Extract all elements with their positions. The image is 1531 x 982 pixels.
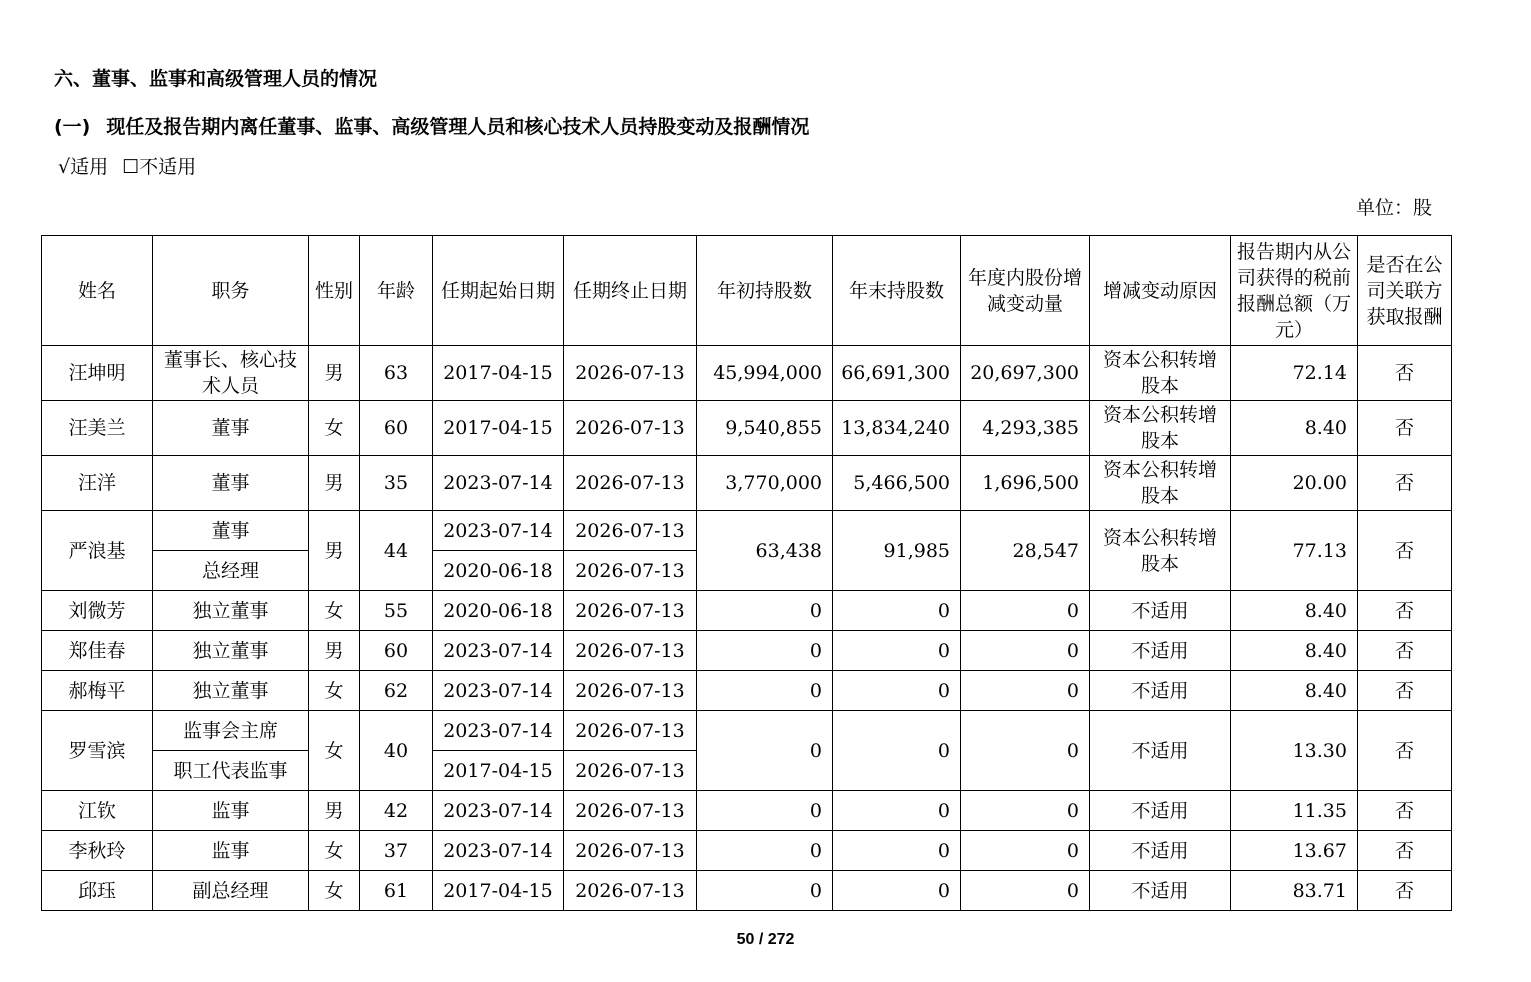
cell-term-end: 2026-07-13 (564, 401, 697, 456)
table-row (42, 401, 1452, 456)
cell-name: 罗雪滨 (42, 711, 153, 791)
cell-change-reason: 不适用 (1090, 711, 1231, 791)
cell-term-end: 2026-07-13 (564, 456, 697, 511)
cell-share-change: 0 (961, 591, 1090, 631)
cell-change-reason: 资本公积转增股本 (1090, 511, 1231, 591)
cell-position: 董事 (153, 401, 309, 456)
subsection-number: (一) (54, 116, 91, 138)
cell-shares-begin: 0 (697, 791, 833, 831)
applicability-options (58, 154, 196, 180)
table-row (42, 871, 1452, 911)
table-row (42, 831, 1452, 871)
cell-related-party-pay: 否 (1358, 511, 1452, 591)
cell-gender: 女 (309, 671, 360, 711)
header-age: 年龄 (360, 236, 433, 346)
cell-position: 监事 (153, 831, 309, 871)
cell-name: 汪美兰 (42, 401, 153, 456)
cell-shares-end: 0 (833, 631, 961, 671)
cell-share-change: 0 (961, 631, 1090, 671)
cell-term-end: 2026-07-13 (564, 346, 697, 401)
header-related-party-pay: 是否在公司关联方获取报酬 (1358, 236, 1452, 346)
cell-change-reason: 不适用 (1090, 631, 1231, 671)
header-gender: 性别 (309, 236, 360, 346)
cell-related-party-pay: 否 (1358, 871, 1452, 911)
cell-shares-begin: 9,540,855 (697, 401, 833, 456)
cell-related-party-pay: 否 (1358, 346, 1452, 401)
cell-term-start: 2023-07-14 (433, 456, 564, 511)
cell-share-change: 28,547 (961, 511, 1090, 591)
cell-position-secondary: 总经理 (153, 551, 309, 591)
cell-shares-begin: 63,438 (697, 511, 833, 591)
cell-position: 监事会主席 (153, 711, 309, 751)
cell-age: 35 (360, 456, 433, 511)
cell-pretax-pay: 72.14 (1231, 346, 1358, 401)
header-change-reason: 增减变动原因 (1090, 236, 1231, 346)
cell-pretax-pay: 8.40 (1231, 401, 1358, 456)
cell-term-end: 2026-07-13 (564, 871, 697, 911)
cell-gender: 男 (309, 456, 360, 511)
cell-change-reason: 资本公积转增股本 (1090, 346, 1231, 401)
cell-shares-begin: 0 (697, 591, 833, 631)
cell-gender: 女 (309, 831, 360, 871)
section-title: 六、董事、监事和高级管理人员的情况 (54, 68, 378, 90)
cell-related-party-pay: 否 (1358, 631, 1452, 671)
cell-term-start: 2023-07-14 (433, 511, 564, 551)
cell-share-change: 4,293,385 (961, 401, 1090, 456)
cell-shares-end: 5,466,500 (833, 456, 961, 511)
cell-name: 刘微芳 (42, 591, 153, 631)
cell-term-end: 2026-07-13 (564, 791, 697, 831)
cell-pretax-pay: 20.00 (1231, 456, 1358, 511)
cell-position: 副总经理 (153, 871, 309, 911)
table-row (42, 711, 1452, 751)
cell-shares-end: 0 (833, 591, 961, 631)
cell-pretax-pay: 83.71 (1231, 871, 1358, 911)
cell-change-reason: 不适用 (1090, 871, 1231, 911)
cell-term-start: 2023-07-14 (433, 791, 564, 831)
cell-shares-begin: 0 (697, 831, 833, 871)
cell-name: 严浪基 (42, 511, 153, 591)
cell-pretax-pay: 8.40 (1231, 631, 1358, 671)
cell-age: 60 (360, 631, 433, 671)
cell-gender: 女 (309, 401, 360, 456)
header-shares-begin: 年初持股数 (697, 236, 833, 346)
cell-change-reason: 不适用 (1090, 791, 1231, 831)
cell-share-change: 20,697,300 (961, 346, 1090, 401)
cell-related-party-pay: 否 (1358, 831, 1452, 871)
table-row (42, 346, 1452, 401)
unit-label: 单位：股 (1356, 197, 1433, 219)
cell-term-end: 2026-07-13 (564, 591, 697, 631)
cell-shares-end: 0 (833, 671, 961, 711)
cell-term-start-secondary: 2017-04-15 (433, 751, 564, 791)
cell-shares-end: 91,985 (833, 511, 961, 591)
cell-term-end: 2026-07-13 (564, 671, 697, 711)
cell-term-start: 2023-07-14 (433, 831, 564, 871)
cell-related-party-pay: 否 (1358, 711, 1452, 791)
cell-term-start: 2020-06-18 (433, 591, 564, 631)
cell-change-reason: 不适用 (1090, 591, 1231, 631)
cell-shares-begin: 0 (697, 871, 833, 911)
cell-name: 邱珏 (42, 871, 153, 911)
cell-age: 37 (360, 831, 433, 871)
cell-shares-end: 0 (833, 711, 961, 791)
cell-name: 江钦 (42, 791, 153, 831)
cell-age: 55 (360, 591, 433, 631)
cell-gender: 男 (309, 631, 360, 671)
cell-term-end: 2026-07-13 (564, 711, 697, 751)
cell-position: 监事 (153, 791, 309, 831)
header-share-change: 年度内股份增减变动量 (961, 236, 1090, 346)
cell-pretax-pay: 8.40 (1231, 671, 1358, 711)
cell-name: 汪洋 (42, 456, 153, 511)
header-name: 姓名 (42, 236, 153, 346)
cell-share-change: 1,696,500 (961, 456, 1090, 511)
cell-shares-end: 0 (833, 831, 961, 871)
cell-gender: 女 (309, 871, 360, 911)
cell-change-reason: 不适用 (1090, 831, 1231, 871)
subsection-text: 现任及报告期内离任董事、监事、高级管理人员和核心技术人员持股变动及报酬情况 (106, 116, 810, 138)
cell-age: 62 (360, 671, 433, 711)
cell-age: 40 (360, 711, 433, 791)
cell-position-secondary: 职工代表监事 (153, 751, 309, 791)
cell-shares-end: 13,834,240 (833, 401, 961, 456)
cell-pretax-pay: 8.40 (1231, 591, 1358, 631)
cell-age: 63 (360, 346, 433, 401)
cell-related-party-pay: 否 (1358, 591, 1452, 631)
table-row (42, 631, 1452, 671)
cell-age: 44 (360, 511, 433, 591)
cell-term-end-secondary: 2026-07-13 (564, 751, 697, 791)
cell-shares-begin: 0 (697, 711, 833, 791)
cell-position: 独立董事 (153, 631, 309, 671)
cell-term-end: 2026-07-13 (564, 631, 697, 671)
cell-term-end-secondary: 2026-07-13 (564, 551, 697, 591)
cell-gender: 女 (309, 591, 360, 631)
cell-name: 郑佳春 (42, 631, 153, 671)
not-applicable-option: ☐不适用 (122, 156, 197, 178)
cell-name: 郝梅平 (42, 671, 153, 711)
cell-term-start: 2017-04-15 (433, 401, 564, 456)
cell-pretax-pay: 11.35 (1231, 791, 1358, 831)
header-position: 职务 (153, 236, 309, 346)
subsection-title (54, 114, 809, 140)
cell-gender: 女 (309, 711, 360, 791)
table-header-row (42, 236, 1452, 346)
applicable-option: √适用 (58, 156, 109, 178)
cell-related-party-pay: 否 (1358, 791, 1452, 831)
cell-name: 李秋玲 (42, 831, 153, 871)
header-term-start: 任期起始日期 (433, 236, 564, 346)
cell-related-party-pay: 否 (1358, 401, 1452, 456)
cell-gender: 男 (309, 511, 360, 591)
header-pretax-pay: 报告期内从公司获得的税前报酬总额（万元） (1231, 236, 1358, 346)
cell-related-party-pay: 否 (1358, 456, 1452, 511)
cell-shares-begin: 0 (697, 631, 833, 671)
page-number: 50 / 272 (736, 931, 795, 948)
cell-position: 董事 (153, 511, 309, 551)
cell-gender: 男 (309, 346, 360, 401)
cell-pretax-pay: 13.30 (1231, 711, 1358, 791)
cell-position: 独立董事 (153, 591, 309, 631)
cell-change-reason: 资本公积转增股本 (1090, 456, 1231, 511)
table-row (42, 591, 1452, 631)
shareholding-table (41, 235, 1452, 911)
cell-shares-end: 0 (833, 791, 961, 831)
cell-position: 董事长、核心技术人员 (153, 346, 309, 401)
cell-term-start: 2023-07-14 (433, 631, 564, 671)
cell-gender: 男 (309, 791, 360, 831)
cell-term-start: 2023-07-14 (433, 711, 564, 751)
cell-name: 汪坤明 (42, 346, 153, 401)
cell-pretax-pay: 77.13 (1231, 511, 1358, 591)
table-row (42, 791, 1452, 831)
cell-position: 独立董事 (153, 671, 309, 711)
cell-share-change: 0 (961, 831, 1090, 871)
table-row (42, 456, 1452, 511)
cell-share-change: 0 (961, 871, 1090, 911)
cell-term-start-secondary: 2020-06-18 (433, 551, 564, 591)
cell-shares-end: 0 (833, 871, 961, 911)
header-term-end: 任期终止日期 (564, 236, 697, 346)
cell-change-reason: 资本公积转增股本 (1090, 401, 1231, 456)
cell-share-change: 0 (961, 791, 1090, 831)
cell-term-start: 2017-04-15 (433, 871, 564, 911)
cell-shares-end: 66,691,300 (833, 346, 961, 401)
cell-position: 董事 (153, 456, 309, 511)
cell-shares-begin: 3,770,000 (697, 456, 833, 511)
cell-related-party-pay: 否 (1358, 671, 1452, 711)
cell-term-start: 2017-04-15 (433, 346, 564, 401)
cell-term-start: 2023-07-14 (433, 671, 564, 711)
cell-term-end: 2026-07-13 (564, 511, 697, 551)
cell-term-end: 2026-07-13 (564, 831, 697, 871)
header-shares-end: 年末持股数 (833, 236, 961, 346)
cell-shares-begin: 45,994,000 (697, 346, 833, 401)
table-row (42, 511, 1452, 551)
cell-age: 42 (360, 791, 433, 831)
table-row (42, 671, 1452, 711)
cell-age: 60 (360, 401, 433, 456)
cell-age: 61 (360, 871, 433, 911)
cell-change-reason: 不适用 (1090, 671, 1231, 711)
cell-pretax-pay: 13.67 (1231, 831, 1358, 871)
cell-share-change: 0 (961, 711, 1090, 791)
cell-shares-begin: 0 (697, 671, 833, 711)
cell-share-change: 0 (961, 671, 1090, 711)
